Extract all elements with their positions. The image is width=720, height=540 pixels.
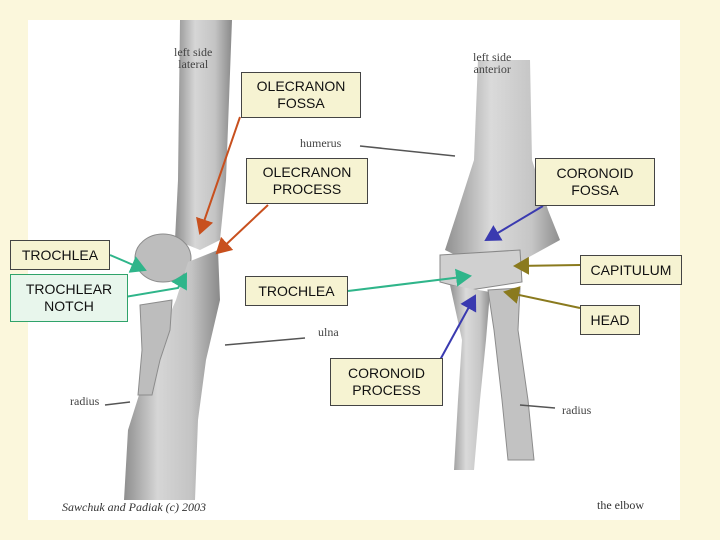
olecranon-process-callout: OLECRANON PROCESS bbox=[246, 158, 368, 204]
left-view-label: left side lateral bbox=[174, 45, 213, 71]
radius-left-label: radius bbox=[70, 394, 100, 408]
trochlea-left-callout: TROCHLEA bbox=[10, 240, 110, 270]
left-trochlea-shape bbox=[135, 234, 191, 282]
ulna-leader bbox=[225, 338, 305, 345]
right-view-label: left side anterior bbox=[473, 50, 512, 76]
radius-right-label: radius bbox=[562, 403, 592, 417]
olecranon-fossa-callout: OLECRANON FOSSA bbox=[241, 72, 361, 118]
capitulum-arrow bbox=[515, 265, 580, 266]
head-callout: HEAD bbox=[580, 305, 640, 335]
humerus-leader bbox=[360, 146, 455, 156]
humerus-label: humerus bbox=[300, 136, 342, 150]
trochlea-right-callout: TROCHLEA bbox=[245, 276, 348, 306]
slide-caption: the elbow bbox=[597, 498, 644, 512]
right-ulna-shape bbox=[450, 285, 490, 470]
coronoid-fossa-callout: CORONOID FOSSA bbox=[535, 158, 655, 206]
credit-text: Sawchuk and Padiak (c) 2003 bbox=[62, 500, 206, 514]
capitulum-callout: CAPITULUM bbox=[580, 255, 682, 285]
olecranon-process-arrow bbox=[217, 205, 268, 253]
coronoid-process-callout: CORONOID PROCESS bbox=[330, 358, 443, 406]
right-radius-shape bbox=[488, 288, 534, 460]
ulna-label: ulna bbox=[318, 325, 339, 339]
left-ulna-shape bbox=[124, 250, 220, 500]
right-condyles-shape bbox=[440, 250, 522, 290]
radius-left-leader bbox=[105, 402, 130, 405]
trochlear-notch-callout: TROCHLEAR NOTCH bbox=[10, 274, 128, 322]
